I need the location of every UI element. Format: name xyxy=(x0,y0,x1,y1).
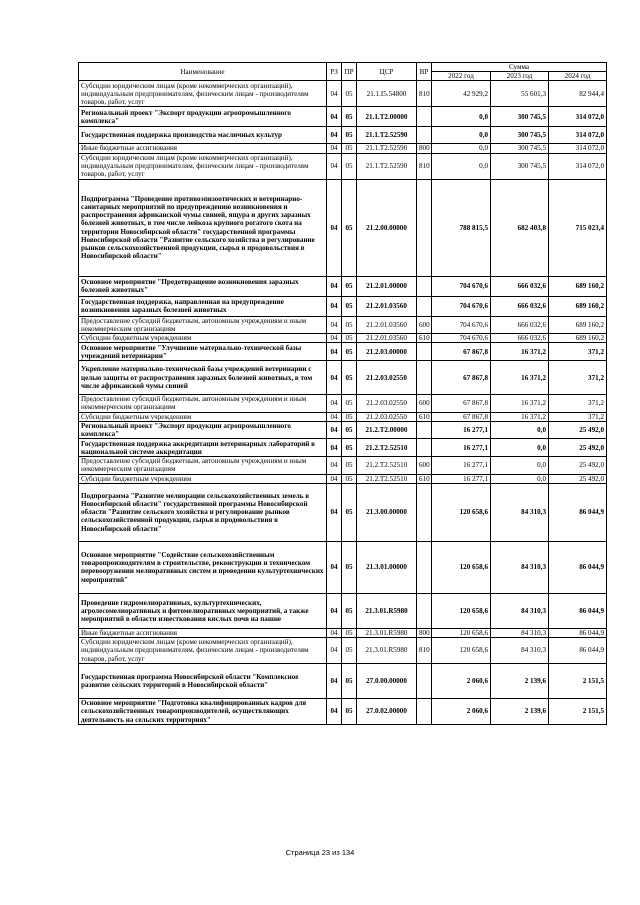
row-sum-2023: 16 371,2 xyxy=(491,395,549,412)
page-number: Страница 23 из 134 xyxy=(285,848,355,857)
row-pr: 05 xyxy=(342,127,357,144)
row-sum-2023: 84 310,3 xyxy=(491,593,549,628)
row-name: Основное мероприятие "Предотвращение возникновения заразных болезней животных" xyxy=(79,276,327,296)
table-row xyxy=(79,276,607,296)
row-rz: 04 xyxy=(327,81,342,107)
row-csr: 21.1.T2.52590 xyxy=(357,153,417,179)
row-name: Государственная программа Новосибирской области "Комплексное развитие сельских территорий в Новосибирской области" xyxy=(79,664,327,699)
row-pr: 05 xyxy=(342,457,357,474)
row-sum-2023: 666 032,6 xyxy=(491,276,549,296)
row-vr: 600 xyxy=(417,395,432,412)
table-row xyxy=(79,107,607,127)
row-pr: 05 xyxy=(342,664,357,699)
row-sum-2022: 704 670,6 xyxy=(432,316,491,333)
row-sum-2023: 84 310,3 xyxy=(491,541,549,593)
row-sum-2022: 16 277,1 xyxy=(432,439,491,457)
row-sum-2023: 16 371,2 xyxy=(491,343,549,361)
row-sum-2022: 67 867,8 xyxy=(432,343,491,361)
row-vr: 800 xyxy=(417,628,432,637)
row-sum-2023: 0,0 xyxy=(491,474,549,483)
row-vr: 800 xyxy=(417,144,432,153)
row-sum-2022: 788 815,5 xyxy=(432,179,491,276)
row-csr: 27.0.00.00000 xyxy=(357,664,417,699)
row-pr: 05 xyxy=(342,316,357,333)
row-sum-2022: 0,0 xyxy=(432,127,491,144)
row-name: Подпрограмма "Проведение противоэпизоотических и ветеринарно-санитарных мероприятий по предупреждению возникновения и распространения африканской чумы свиней, ящура и других заразных болезней животных, в том числе лейкоза крупного рогатого скота на территории Новосибирской области" государственной программы Новосибирской области "Развитие сельского хозяйства и регулирование рынков сельскохозяйственной продукции, сырья и продовольствия в Новосибирской области" xyxy=(79,179,327,276)
row-sum-2023: 300 745,5 xyxy=(491,144,549,153)
row-sum-2023: 666 032,6 xyxy=(491,316,549,333)
row-name: Проведение гидромелиоративных, культуртехнических, агролесомелиоративных и фитомелиоративных мероприятий, а также мероприятий в области известкования кислых почв на пашне xyxy=(79,593,327,628)
row-pr: 05 xyxy=(342,81,357,107)
row-pr: 05 xyxy=(342,343,357,361)
row-name: Укрепление материально-технической базы учреждений ветеринарии с целью защиты от распространения заразных болезней животных, в том числе африканской чумы свиней xyxy=(79,361,327,395)
row-vr: 810 xyxy=(417,153,432,179)
row-rz: 04 xyxy=(327,664,342,699)
row-pr: 05 xyxy=(342,439,357,457)
row-pr: 05 xyxy=(342,395,357,412)
row-name: Иные бюджетные ассигнования xyxy=(79,628,327,637)
row-sum-2023: 666 032,6 xyxy=(491,296,549,316)
row-sum-2024: 689 160,2 xyxy=(549,316,607,333)
table-row xyxy=(79,483,607,541)
table-row xyxy=(79,316,607,333)
row-sum-2023: 300 745,5 xyxy=(491,127,549,144)
row-name: Субсидии юридическим лицам (кроме некоммерческих организаций), индивидуальным предпринимателям, физическим лицам - производителям товаров, работ, услуг xyxy=(79,153,327,179)
header-csr: ЦСР xyxy=(357,63,417,81)
row-rz: 04 xyxy=(327,593,342,628)
row-sum-2024: 2 151,5 xyxy=(549,664,607,699)
row-rz: 04 xyxy=(327,179,342,276)
row-csr: 21.2.00.00000 xyxy=(357,179,417,276)
table-row xyxy=(79,334,607,343)
row-sum-2024: 689 160,2 xyxy=(549,276,607,296)
row-sum-2024: 25 492,0 xyxy=(549,421,607,438)
row-name: Иные бюджетные ассигнования xyxy=(79,144,327,153)
row-sum-2023: 2 139,6 xyxy=(491,699,549,725)
row-vr xyxy=(417,107,432,127)
row-name: Основное мероприятие "Улучшение материально-технической базы учреждений ветеринарии" xyxy=(79,343,327,361)
row-sum-2022: 704 670,6 xyxy=(432,334,491,343)
row-rz: 04 xyxy=(327,144,342,153)
row-sum-2024: 25 492,0 xyxy=(549,474,607,483)
row-sum-2022: 120 658,6 xyxy=(432,541,491,593)
row-sum-2024: 689 160,2 xyxy=(549,296,607,316)
row-vr xyxy=(417,664,432,699)
row-vr xyxy=(417,699,432,725)
row-rz: 04 xyxy=(327,153,342,179)
row-csr: 21.2.T2.52510 xyxy=(357,439,417,457)
row-sum-2023: 300 745,5 xyxy=(491,153,549,179)
row-sum-2024: 82 944,4 xyxy=(549,81,607,107)
row-rz: 04 xyxy=(327,421,342,438)
row-sum-2024: 689 160,2 xyxy=(549,334,607,343)
row-pr: 05 xyxy=(342,699,357,725)
row-csr: 21.2.01.00000 xyxy=(357,276,417,296)
row-vr xyxy=(417,361,432,395)
row-sum-2024: 2 151,5 xyxy=(549,699,607,725)
row-sum-2023: 84 310,3 xyxy=(491,483,549,541)
row-vr: 600 xyxy=(417,316,432,333)
row-sum-2024: 314 072,0 xyxy=(549,153,607,179)
row-rz: 04 xyxy=(327,699,342,725)
table-row xyxy=(79,628,607,637)
row-sum-2022: 67 867,8 xyxy=(432,412,491,421)
row-pr: 05 xyxy=(342,334,357,343)
row-sum-2024: 371,2 xyxy=(549,361,607,395)
row-vr xyxy=(417,296,432,316)
row-sum-2022: 704 670,6 xyxy=(432,296,491,316)
table-row xyxy=(79,412,607,421)
row-csr: 21.1.T2.52590 xyxy=(357,144,417,153)
row-rz: 04 xyxy=(327,107,342,127)
table-row xyxy=(79,664,607,699)
row-sum-2022: 0,0 xyxy=(432,107,491,127)
row-name: Субсидии бюджетным учреждениям xyxy=(79,334,327,343)
row-rz: 04 xyxy=(327,412,342,421)
row-rz: 04 xyxy=(327,457,342,474)
row-name: Субсидии бюджетным учреждениям xyxy=(79,412,327,421)
row-csr: 21.1.T2.52590 xyxy=(357,127,417,144)
table-row xyxy=(79,699,607,725)
table-row xyxy=(79,541,607,593)
row-vr xyxy=(417,276,432,296)
row-pr: 05 xyxy=(342,179,357,276)
header-pr: ПР xyxy=(342,63,357,81)
header-rz: РЗ xyxy=(327,63,342,81)
row-rz: 04 xyxy=(327,638,342,664)
row-rz: 04 xyxy=(327,316,342,333)
table-row xyxy=(79,179,607,276)
row-vr: 610 xyxy=(417,412,432,421)
row-vr: 810 xyxy=(417,81,432,107)
row-rz: 04 xyxy=(327,395,342,412)
table-row xyxy=(79,457,607,474)
row-csr: 27.0.02.00000 xyxy=(357,699,417,725)
row-rz: 04 xyxy=(327,276,342,296)
header-sum: Сумма xyxy=(432,63,607,72)
row-name: Предоставление субсидий бюджетным, автономным учреждениям и иным некоммерческим организациям xyxy=(79,316,327,333)
row-name: Субсидии юридическим лицам (кроме некоммерческих организаций), индивидуальным предпринимателям, физическим лицам - производителям товаров, работ, услуг xyxy=(79,81,327,107)
row-vr xyxy=(417,421,432,438)
table-row xyxy=(79,296,607,316)
row-sum-2024: 86 044,9 xyxy=(549,483,607,541)
header-year-2024: 2024 год xyxy=(549,72,607,81)
table-row xyxy=(79,127,607,144)
row-pr: 05 xyxy=(342,593,357,628)
row-sum-2022: 67 867,8 xyxy=(432,395,491,412)
row-rz: 04 xyxy=(327,334,342,343)
row-sum-2022: 704 670,6 xyxy=(432,276,491,296)
row-pr: 05 xyxy=(342,412,357,421)
row-sum-2023: 0,0 xyxy=(491,421,549,438)
row-sum-2023: 0,0 xyxy=(491,439,549,457)
budget-table-container xyxy=(78,62,606,725)
row-pr: 05 xyxy=(342,541,357,593)
row-pr: 05 xyxy=(342,276,357,296)
row-csr: 21.2.01.03560 xyxy=(357,334,417,343)
row-vr xyxy=(417,343,432,361)
row-sum-2024: 314 072,0 xyxy=(549,144,607,153)
row-rz: 04 xyxy=(327,343,342,361)
row-sum-2023: 16 371,2 xyxy=(491,412,549,421)
row-csr: 21.2.03.02550 xyxy=(357,395,417,412)
header-name: Наименование xyxy=(79,63,327,81)
row-sum-2022: 120 658,6 xyxy=(432,483,491,541)
row-name: Государственная поддержка, направленная на предупреждение возникновения заразных болезней животных xyxy=(79,296,327,316)
row-pr: 05 xyxy=(342,483,357,541)
row-sum-2023: 300 745,5 xyxy=(491,107,549,127)
row-sum-2024: 25 492,0 xyxy=(549,439,607,457)
row-sum-2022: 0,0 xyxy=(432,153,491,179)
row-csr: 21.3.01.R5980 xyxy=(357,638,417,664)
row-pr: 05 xyxy=(342,421,357,438)
row-csr: 21.2.01.03560 xyxy=(357,316,417,333)
row-name: Региональный проект "Экспорт продукции агропромышленного комплекса" xyxy=(79,421,327,438)
row-csr: 21.2.03.02550 xyxy=(357,361,417,395)
row-sum-2022: 120 658,6 xyxy=(432,628,491,637)
row-sum-2024: 314 072,0 xyxy=(549,107,607,127)
row-sum-2023: 666 032,6 xyxy=(491,334,549,343)
row-pr: 05 xyxy=(342,474,357,483)
row-sum-2023: 84 310,3 xyxy=(491,638,549,664)
row-pr: 05 xyxy=(342,107,357,127)
header-year-2023: 2023 год xyxy=(491,72,549,81)
row-rz: 04 xyxy=(327,361,342,395)
row-vr xyxy=(417,483,432,541)
row-vr: 610 xyxy=(417,474,432,483)
row-sum-2022: 0,0 xyxy=(432,144,491,153)
row-name: Основное мероприятие "Содействие сельскохозяйственным товаропроизводителям в строительстве, реконструкции и техническом перевооружении мелиоративных систем и проведении культуртехнических мероприятий" xyxy=(79,541,327,593)
table-row xyxy=(79,439,607,457)
row-vr xyxy=(417,127,432,144)
row-sum-2023: 16 371,2 xyxy=(491,361,549,395)
table-body xyxy=(79,81,607,725)
row-sum-2022: 16 277,1 xyxy=(432,474,491,483)
table-row xyxy=(79,421,607,438)
row-rz: 04 xyxy=(327,628,342,637)
row-sum-2024: 371,2 xyxy=(549,395,607,412)
row-sum-2024: 86 044,9 xyxy=(549,638,607,664)
budget-table xyxy=(78,62,607,725)
table-row xyxy=(79,474,607,483)
row-sum-2024: 86 044,9 xyxy=(549,541,607,593)
row-pr: 05 xyxy=(342,144,357,153)
row-rz: 04 xyxy=(327,541,342,593)
table-row xyxy=(79,343,607,361)
row-vr: 600 xyxy=(417,457,432,474)
row-name: Подпрограмма "Развитие мелиорации сельскохозяйственных земель в Новосибирской области" государственной программы Новосибирской области "Развитие сельского хозяйства и регулирование рынков сельскохозяйственной продукции, сырья и продовольствия в Новосибирской области" xyxy=(79,483,327,541)
row-rz: 04 xyxy=(327,296,342,316)
row-sum-2024: 25 492,0 xyxy=(549,457,607,474)
row-csr: 21.2.T2.52510 xyxy=(357,457,417,474)
row-rz: 04 xyxy=(327,439,342,457)
row-csr: 21.3.01.00000 xyxy=(357,541,417,593)
row-csr: 21.2.T2.52510 xyxy=(357,474,417,483)
row-sum-2022: 2 060,6 xyxy=(432,664,491,699)
row-csr: 21.1.T2.00000 xyxy=(357,107,417,127)
row-vr xyxy=(417,593,432,628)
row-pr: 05 xyxy=(342,638,357,664)
row-vr xyxy=(417,541,432,593)
row-pr: 05 xyxy=(342,296,357,316)
row-csr: 21.3.01.R5980 xyxy=(357,593,417,628)
row-rz: 04 xyxy=(327,127,342,144)
row-sum-2023: 55 601,3 xyxy=(491,81,549,107)
row-name: Субсидии юридическим лицам (кроме некоммерческих организаций), индивидуальным предпринимателям, физическим лицам - производителям товаров, работ, услуг xyxy=(79,638,327,664)
table-row xyxy=(79,361,607,395)
row-sum-2022: 16 277,1 xyxy=(432,457,491,474)
row-sum-2023: 84 310,3 xyxy=(491,628,549,637)
row-name: Предоставление субсидий бюджетным, автономным учреждениям и иным некоммерческим организациям xyxy=(79,457,327,474)
row-name: Региональный проект "Экспорт продукции агропромышленного комплекса" xyxy=(79,107,327,127)
row-csr: 21.2.03.00000 xyxy=(357,343,417,361)
table-row xyxy=(79,81,607,107)
row-sum-2024: 371,2 xyxy=(549,343,607,361)
table-row xyxy=(79,638,607,664)
row-sum-2024: 86 044,9 xyxy=(549,628,607,637)
row-sum-2024: 86 044,9 xyxy=(549,593,607,628)
row-pr: 05 xyxy=(342,153,357,179)
row-name: Государственная поддержка аккредитации ветеринарных лабораторий в национальной системе аккредитации xyxy=(79,439,327,457)
row-pr: 05 xyxy=(342,361,357,395)
row-sum-2022: 42 929,2 xyxy=(432,81,491,107)
row-sum-2022: 67 867,8 xyxy=(432,361,491,395)
row-csr: 21.2.T2.00000 xyxy=(357,421,417,438)
row-csr: 21.1.I5.54800 xyxy=(357,81,417,107)
row-name: Субсидии бюджетным учреждениям xyxy=(79,474,327,483)
table-row xyxy=(79,593,607,628)
row-csr: 21.3.00.00000 xyxy=(357,483,417,541)
row-csr: 21.3.01.R5980 xyxy=(357,628,417,637)
header-vr: ВР xyxy=(417,63,432,81)
row-name: Основное мероприятие "Подготовка квалифицированных кадров для сельскохозяйственных товаропроизводителей, осуществляющих деятельность на сельских территориях" xyxy=(79,699,327,725)
table-row xyxy=(79,395,607,412)
row-sum-2024: 715 023,4 xyxy=(549,179,607,276)
row-sum-2022: 120 658,6 xyxy=(432,593,491,628)
row-vr: 610 xyxy=(417,334,432,343)
table-row xyxy=(79,144,607,153)
row-sum-2022: 2 060,6 xyxy=(432,699,491,725)
table-row xyxy=(79,153,607,179)
row-rz: 04 xyxy=(327,483,342,541)
row-sum-2024: 314 072,0 xyxy=(549,127,607,144)
row-sum-2022: 16 277,1 xyxy=(432,421,491,438)
row-pr: 05 xyxy=(342,628,357,637)
row-sum-2023: 682 403,8 xyxy=(491,179,549,276)
row-name: Государственная поддержка производства масличных культур xyxy=(79,127,327,144)
row-csr: 21.2.01.03560 xyxy=(357,296,417,316)
row-sum-2024: 371,2 xyxy=(549,412,607,421)
header-year-2022: 2022 год xyxy=(432,72,491,81)
row-vr xyxy=(417,179,432,276)
row-vr: 810 xyxy=(417,638,432,664)
row-vr xyxy=(417,439,432,457)
row-sum-2022: 120 658,6 xyxy=(432,638,491,664)
row-sum-2023: 0,0 xyxy=(491,457,549,474)
row-csr: 21.2.03.02550 xyxy=(357,412,417,421)
row-name: Предоставление субсидий бюджетным, автономным учреждениям и иным некоммерческим организациям xyxy=(79,395,327,412)
row-rz: 04 xyxy=(327,474,342,483)
row-sum-2023: 2 139,6 xyxy=(491,664,549,699)
